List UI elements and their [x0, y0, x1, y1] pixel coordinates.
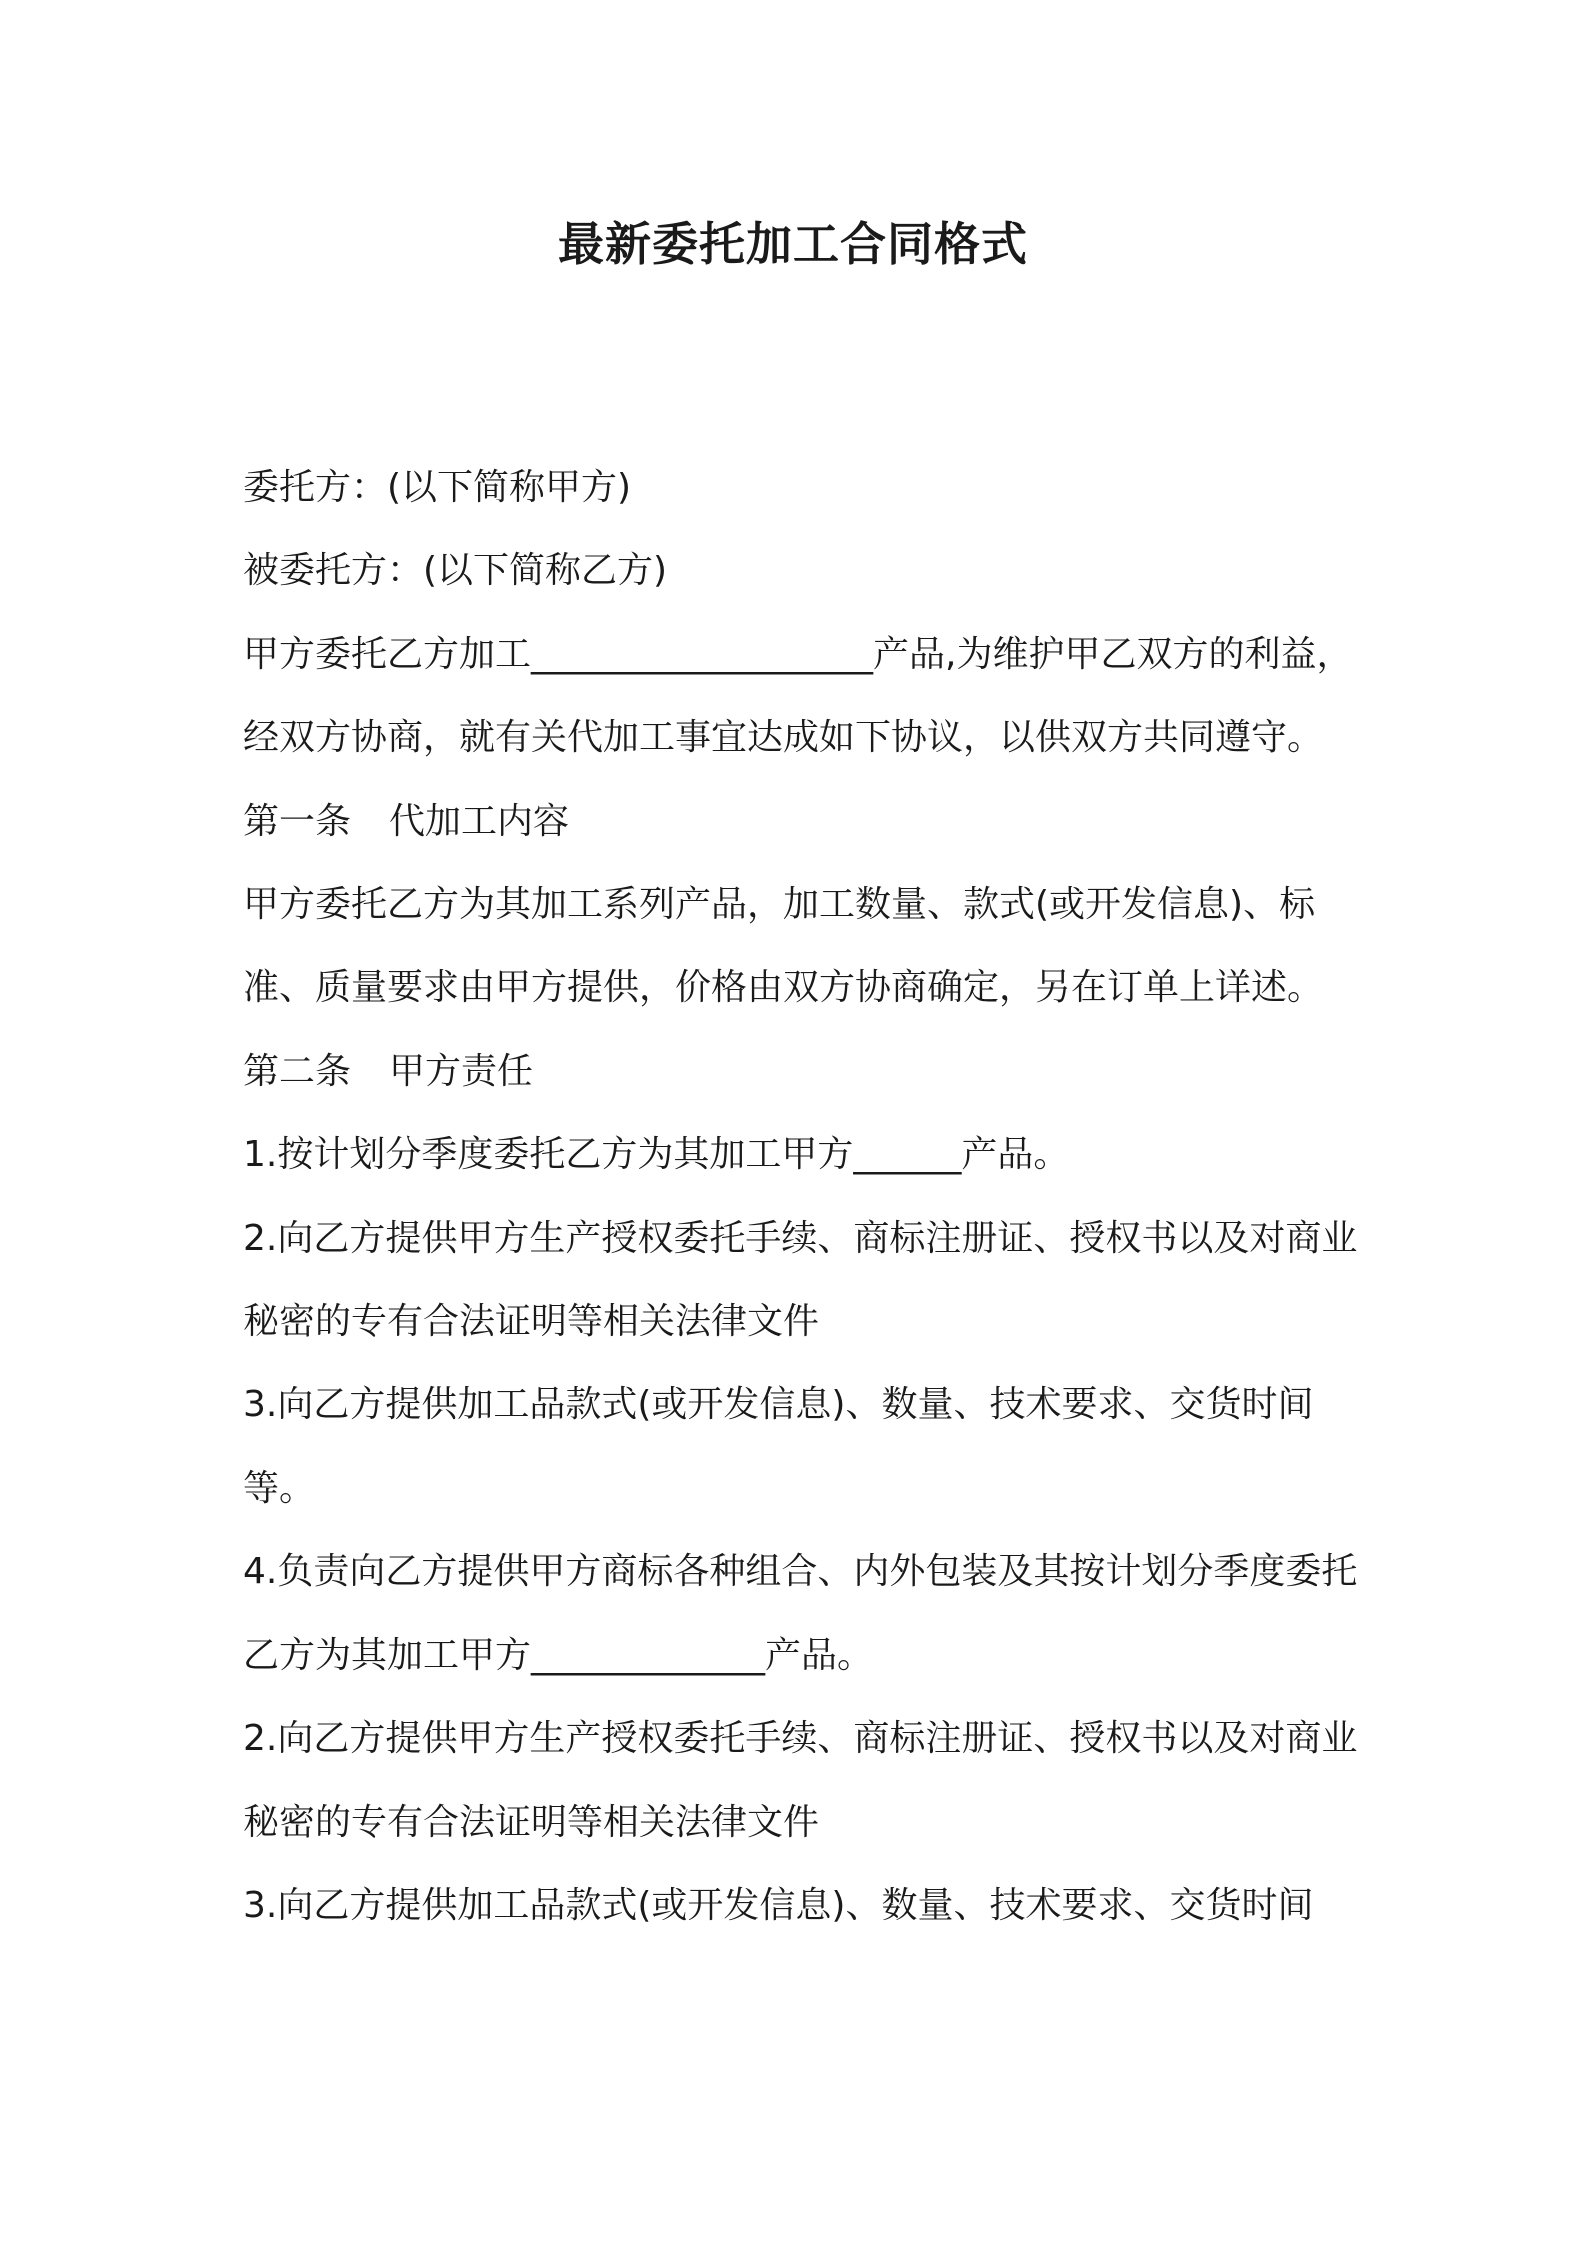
party-a-line: 委托方：(以下简称甲方) — [243, 467, 632, 508]
document-body — [243, 446, 1358, 1947]
article-2-item-3-repeat: 3.向乙方提供加工品款式(或开发信息)、数量、技术要求、交货时间 — [243, 1884, 1314, 1926]
article-2-item-2: 2.向乙方提供甲方生产授权委托手续、商标注册证、授权书以及对商业秘密的专有合法证明等相关法律文件 — [243, 1217, 1358, 1343]
article-2-heading — [243, 1030, 1358, 1113]
article-2-item-2-repeat: 2.向乙方提供甲方生产授权委托手续、商标注册证、授权书以及对商业秘密的专有合法证明等相关法律文件 — [243, 1718, 1358, 1843]
article-2-number: 第二条 — [243, 1050, 352, 1092]
article-1-heading — [243, 780, 1358, 863]
document-title: 最新委托加工合同格式 — [558, 217, 1028, 271]
article-1-body: 甲方委托乙方为其加工系列产品，加工数量、款式(或开发信息)、标准、质量要求由甲方提供，价格由双方协商确定，另在订单上详述。 — [243, 884, 1324, 1009]
article-2-title: 甲方责任 — [389, 1050, 534, 1092]
article-2-item-1: 1.按计划分季度委托乙方为其加工甲方______产品。 — [243, 1134, 1070, 1176]
article-2-item-3: 3.向乙方提供加工品款式(或开发信息)、数量、技术要求、交货时间等。 — [243, 1384, 1314, 1509]
article-1-title: 代加工内容 — [389, 800, 570, 842]
article-2-item-4: 4.负责向乙方提供甲方商标各种组合、内外包装及其按计划分季度委托乙方为其加工甲方_____________产品。 — [243, 1551, 1358, 1676]
article-1-number: 第一条 — [243, 800, 352, 842]
intro-paragraph: 甲方委托乙方加工___________________产品,为维护甲乙双方的利益，经双方协商，就有关代加工事宜达成如下协议，以供双方共同遵守。 — [243, 633, 1353, 759]
party-b-line: 被委托方：(以下简称乙方) — [243, 550, 668, 592]
